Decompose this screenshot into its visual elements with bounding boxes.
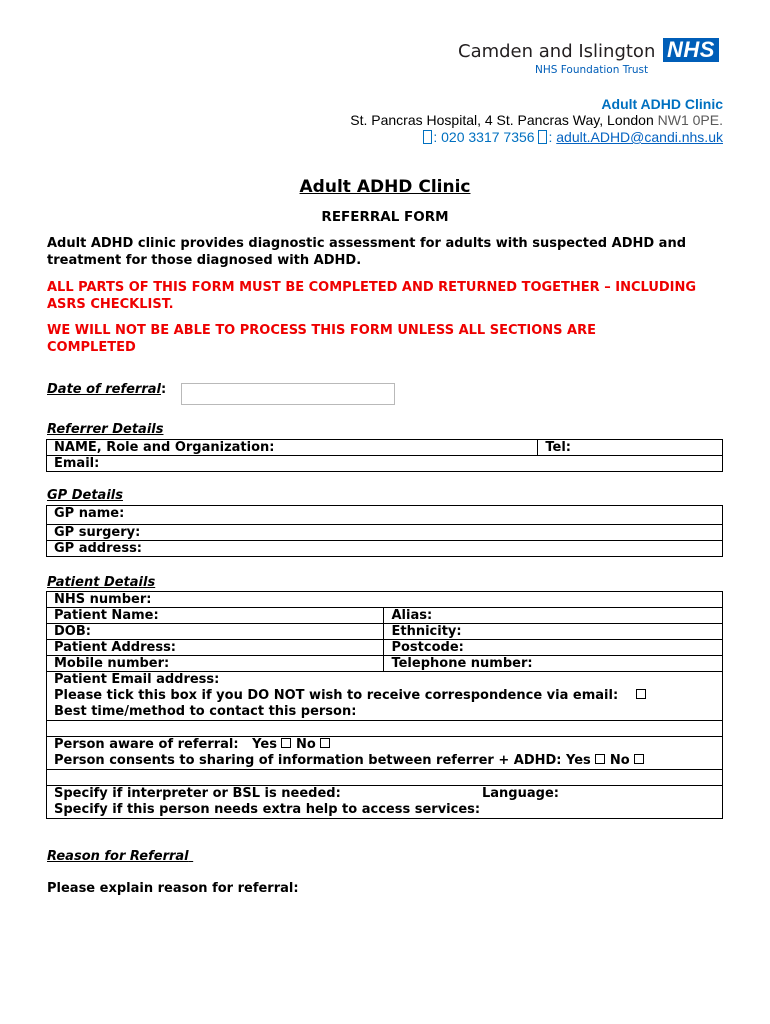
gp-address-label: GP address: bbox=[54, 541, 143, 556]
patient-address-field[interactable] bbox=[47, 640, 384, 656]
aware-row bbox=[54, 737, 722, 753]
ethnicity-label: Ethnicity: bbox=[391, 624, 462, 639]
reason-prompt: Please explain reason for referral: bbox=[47, 881, 299, 896]
page-title: Adult ADHD Clinic bbox=[299, 177, 471, 197]
interpreter-label: Specify if interpreter or BSL is needed: bbox=[54, 786, 341, 801]
warning-complete-all: ALL PARTS OF THIS FORM MUST BE COMPLETED AND RETURNED TOGETHER – INCLUDING ASRS CHECKLIST. bbox=[47, 280, 697, 312]
email-icon bbox=[538, 130, 547, 144]
extra-help-row bbox=[54, 802, 722, 818]
referrer-tel-label: Tel: bbox=[545, 440, 571, 455]
dob-label: DOB: bbox=[54, 624, 91, 639]
consent-row bbox=[54, 753, 722, 769]
org-name: Camden and Islington bbox=[458, 41, 656, 62]
patient-email-label: Patient Email address: bbox=[54, 672, 220, 687]
clinic-name: Adult ADHD Clinic bbox=[601, 96, 723, 112]
gp-surgery-field[interactable] bbox=[47, 525, 723, 541]
intro-text: Adult ADHD clinic provides diagnostic assessment for adults with suspected ADHD and treatment for those diagnosed with ADHD. bbox=[47, 236, 687, 268]
consent-label: Person consents to sharing of information between referrer + ADHD: bbox=[54, 753, 562, 768]
warning-process: WE WILL NOT BE ABLE TO PROCESS THIS FORM UNLESS ALL SECTIONS ARE COMPLETED bbox=[47, 323, 596, 355]
date-of-referral-label bbox=[47, 382, 166, 397]
referrer-details-heading: Referrer Details bbox=[47, 422, 164, 437]
referrer-name-label: NAME, Role and Organization: bbox=[54, 440, 275, 455]
best-time-field[interactable] bbox=[54, 704, 722, 720]
reason-heading-text: Reason for Referral bbox=[47, 849, 189, 864]
mobile-field[interactable] bbox=[47, 656, 384, 672]
patient-address-label: Patient Address: bbox=[54, 640, 177, 655]
contact-line bbox=[303, 129, 723, 146]
email-link[interactable]: adult.ADHD@candi.nhs.uk bbox=[556, 129, 723, 145]
form-subtitle: REFERRAL FORM bbox=[321, 209, 449, 225]
address-line bbox=[303, 112, 723, 129]
best-time-answer[interactable] bbox=[47, 721, 723, 737]
patient-details-heading: Patient Details bbox=[47, 575, 156, 590]
patient-table bbox=[46, 591, 723, 819]
interpreter-row bbox=[54, 786, 722, 802]
gp-name-label: GP name: bbox=[54, 506, 125, 521]
patient-email-block bbox=[47, 672, 723, 721]
aware-no-label: No bbox=[296, 737, 316, 752]
telephone-field[interactable] bbox=[384, 656, 723, 672]
ethnicity-field[interactable] bbox=[384, 624, 723, 640]
gp-address-field[interactable] bbox=[47, 541, 723, 557]
no-email-row bbox=[54, 688, 722, 704]
referrer-name-field[interactable] bbox=[47, 440, 538, 456]
dob-field[interactable] bbox=[47, 624, 384, 640]
phone-text: : 020 3317 7356 bbox=[433, 129, 539, 145]
gp-details-heading: GP Details bbox=[47, 488, 123, 503]
referrer-tel-field[interactable] bbox=[538, 440, 723, 456]
patient-email-field[interactable] bbox=[54, 672, 722, 688]
language-label: Language: bbox=[482, 786, 559, 801]
consent-no-checkbox[interactable] bbox=[634, 754, 644, 764]
postcode-field[interactable] bbox=[384, 640, 723, 656]
consent-yes-label: Yes bbox=[566, 753, 591, 768]
aware-no-checkbox[interactable] bbox=[320, 738, 330, 748]
gp-surgery-label: GP surgery: bbox=[54, 525, 141, 540]
no-email-checkbox[interactable] bbox=[636, 689, 646, 699]
extra-help-label: Specify if this person needs extra help to access services: bbox=[54, 802, 481, 817]
patient-name-field[interactable] bbox=[47, 608, 384, 624]
referrer-email-field[interactable] bbox=[47, 456, 723, 472]
consent-answer[interactable] bbox=[47, 770, 723, 786]
date-label-colon: : bbox=[161, 382, 167, 397]
reason-heading bbox=[47, 849, 193, 864]
postcode-text: NW1 0PE. bbox=[657, 112, 723, 128]
aware-label: Person aware of referral: bbox=[54, 737, 239, 752]
alias-field[interactable] bbox=[384, 608, 723, 624]
telephone-label: Telephone number: bbox=[391, 656, 533, 671]
gp-table bbox=[46, 505, 723, 557]
consent-block bbox=[47, 737, 723, 770]
date-of-referral-input[interactable] bbox=[181, 383, 395, 405]
patient-name-label: Patient Name: bbox=[54, 608, 159, 623]
phone-icon bbox=[423, 130, 432, 144]
consent-yes-checkbox[interactable] bbox=[595, 754, 605, 764]
address-text: St. Pancras Hospital, 4 St. Pancras Way, London bbox=[350, 112, 658, 128]
date-label-text: Date of referral bbox=[47, 382, 161, 397]
referrer-table bbox=[46, 439, 723, 472]
foundation-trust: NHS Foundation Trust bbox=[535, 64, 649, 76]
nhs-number-field[interactable] bbox=[47, 592, 723, 608]
best-time-label: Best time/method to contact this person: bbox=[54, 704, 357, 719]
nhs-number-label: NHS number: bbox=[54, 592, 152, 607]
access-block bbox=[47, 786, 723, 819]
postcode-label: Postcode: bbox=[391, 640, 464, 655]
mobile-label: Mobile number: bbox=[54, 656, 170, 671]
email-prefix: : bbox=[548, 129, 557, 145]
reason-text-area[interactable] bbox=[47, 900, 723, 1010]
gp-name-field[interactable] bbox=[47, 506, 723, 525]
clinic-address-block bbox=[303, 96, 723, 146]
alias-label: Alias: bbox=[391, 608, 433, 623]
aware-yes-checkbox[interactable] bbox=[281, 738, 291, 748]
aware-yes-label: Yes bbox=[252, 737, 277, 752]
no-email-label: Please tick this box if you DO NOT wish to receive correspondence via email: bbox=[54, 688, 619, 703]
nhs-logo: NHS bbox=[663, 38, 719, 62]
referrer-email-label: Email: bbox=[54, 456, 100, 471]
consent-no-label: No bbox=[609, 753, 630, 768]
